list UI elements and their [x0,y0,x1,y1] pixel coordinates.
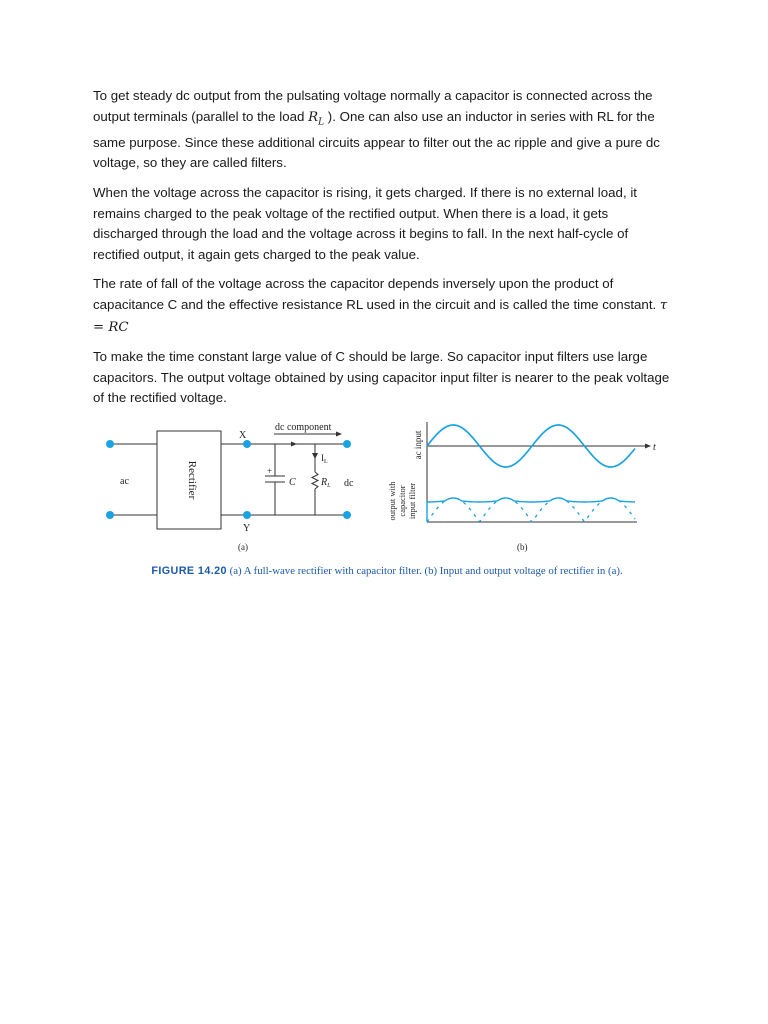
load-current-arrow [312,453,318,459]
resistor-symbol [312,472,318,489]
capacitor-plus-label: + [267,466,273,476]
current-label [321,453,328,465]
resistor-label-r: R [321,477,328,488]
x-label: X [239,430,247,441]
paragraph-2: When the voltage across the capacitor is rising, it gets charged. If there is no external load, it remains charged to the peak voltage of the rectified output. When there is a load, it gets discharged through the load and the voltage across it begins to fall. In the next half-cycle of rectified output, it again gets charged to the peak value. [93,185,637,262]
ac-label: ac [120,476,129,487]
terminal-x [243,440,251,448]
output-label-line2: capacitor [397,485,407,517]
filtered-output-wave [427,498,635,522]
terminals [106,440,351,519]
y-label: Y [243,523,251,534]
time-label: t [653,442,656,453]
panel-a-label: (a) [238,542,248,552]
paragraph-4: To make the time constant large value of C should be large. So capacitor input filters use large capacitors. The output voltage obtained by using capacitor input filter is nearer to the peak voltage of the rectified voltage. [93,349,670,406]
time-constant-formula: τ = RC [93,298,668,335]
load-symbol-r: R [308,109,319,125]
output-label-line3: input filter [407,482,417,520]
paragraph-3 [93,274,673,338]
input-terminal-top [106,440,114,448]
load-symbol [308,109,325,128]
panel-b-label: (b) [517,542,528,552]
paragraph-3-text: The rate of fall of the voltage across the capacitor depends inversely upon the product of capacitance C and the effective resistance RL used in the circuit and is called the time constant. [93,276,660,312]
output-label-line1: output with [387,481,397,521]
figure-caption [132,565,642,578]
figure-14-20 [92,412,677,597]
paragraph-1-text-b: ). One can also use an inductor in series with RL for the same purpose. Since these additional circuits appear to filter out the ac ripple and give a pure dc voltage, so they are called filters. [93,108,660,171]
circuit-diagram [110,431,347,529]
paragraph-1 [93,86,673,174]
load-symbol-sub: L [318,117,325,128]
resistor-label [320,477,331,489]
figure-number: FIGURE 14.20 [151,565,227,577]
output-terminal-top [343,440,351,448]
paragraph-1-text-a: To get steady dc output from the pulsating voltage normally a capacitor is connected across the output terminals (parallel to the load [93,88,653,124]
terminal-y [243,511,251,519]
current-arrow-head [291,442,297,447]
rectifier-label: Rectifier [186,460,198,500]
dc-arrow-head [336,432,342,437]
input-terminal-bottom [106,511,114,519]
time-axis-arrow [645,444,651,449]
dc-label: dc [344,478,354,489]
resistor-label-sub: L [327,483,331,489]
output-terminal-bottom [343,511,351,519]
document-body [93,86,673,418]
current-label-i: I [321,453,324,463]
capacitor-label: C [289,477,296,488]
current-label-sub: L [324,459,328,465]
dc-component-label: dc component [275,422,332,433]
figure-caption-text: (a) A full-wave rectifier with capacitor filter. (b) Input and output voltage of rectifier in (a). [226,565,623,577]
ac-input-label: ac input [413,430,423,460]
